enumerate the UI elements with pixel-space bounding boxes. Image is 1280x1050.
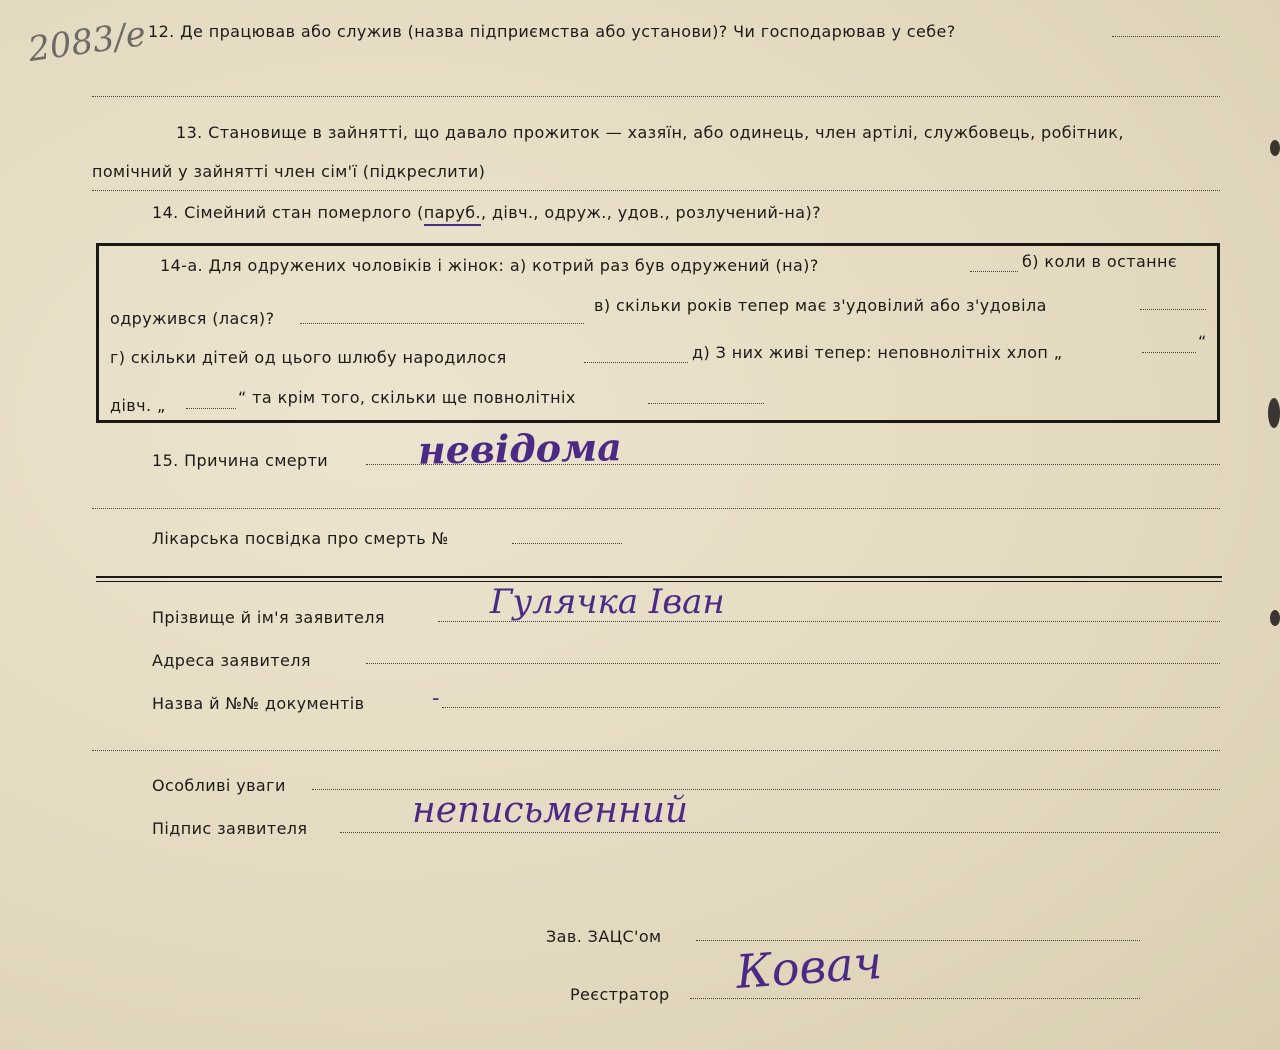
medical-certificate-number-line[interactable] [512,543,622,544]
question-14a-answer-c[interactable] [1140,309,1206,310]
applicant-name-handwritten: Гулячка Іван [490,582,725,622]
question-14a-answer-boys[interactable] [1142,352,1196,353]
question-14a-line-4a: дівч. „ [110,396,166,415]
right-edge-punch-mark-3 [1270,610,1280,626]
question-14a-answer-b[interactable] [300,323,584,324]
applicant-signature-label: Підпис заявителя [152,819,308,838]
question-14a-line-3b: д) З них живі тепер: неповнолітніх хлоп „ [692,343,1063,362]
question-13-answer-line[interactable] [92,190,1220,191]
cause-of-death-handwritten: невідома [417,424,623,473]
medical-certificate-label: Лікарська посвідка про смерть № [152,529,449,548]
question-13-line-1: 13. Становище в зайнятті, що давало прожиток — хазяїн, або одинець, член артілі, службовець, робітник, [176,123,1124,142]
question-12-label: 12. Де працював або служив (назва підприємства або установи)? Чи господарював у себе? [148,22,956,41]
zags-head-label: Зав. ЗАЦС'ом [546,927,662,946]
question-14a-answer-d[interactable] [584,362,688,363]
registrar-label: Реєстратор [570,985,670,1004]
question-13-line-2: помічний у зайнятті член сім'ї (підкреслити) [92,162,486,181]
right-edge-punch-mark-1 [1270,140,1280,156]
registrar-signature-handwritten: Ковач [734,934,884,1000]
documents-line-2[interactable] [92,750,1220,751]
right-edge-punch-mark-2 [1268,398,1280,428]
margin-archive-note: 2083/е [25,13,149,71]
registrar-signature-line[interactable] [690,998,1140,999]
question-14-underlined-option: паруб. [424,203,481,226]
question-12-answer-line-2[interactable] [92,96,1220,97]
documents-label: Назва й №№ документів [152,694,365,713]
applicant-signature-handwritten: неписьменний [412,790,689,831]
applicant-signature-line[interactable] [340,832,1220,833]
applicant-name-label: Прізвище й ім'я заявителя [152,608,385,627]
question-12-answer-line-1[interactable] [1112,36,1220,37]
question-15-answer-line-2[interactable] [92,508,1220,509]
question-14a-line-1a: 14-а. Для одружених чоловіків і жінок: а) котрий раз був одружений (на)? [160,256,819,275]
question-14a-line-2b: в) скільки років тепер має з'удовілий або з'удовіла [594,296,1047,315]
question-14a-answer-a[interactable] [970,271,1018,272]
documents-line[interactable] [442,707,1220,708]
question-14a-answer-girls[interactable] [186,408,236,409]
question-14a-line-1b: б) коли в останнє [1022,252,1178,271]
question-14-prefix: 14. Сімейний стан померлого ( [152,203,424,222]
applicant-address-label: Адреса заявителя [152,651,311,670]
question-14a-answer-adults[interactable] [648,403,764,404]
question-14a-line-3a: г) скільки дітей од цього шлюбу народилося [110,348,507,367]
question-15-label: 15. Причина смерти [152,451,329,470]
question-14-suffix: , дівч., одруж., удов., розлучений-на)? [480,203,822,222]
question-14-label [152,203,821,222]
remarks-label: Особливі уваги [152,776,286,795]
question-14a-line-2a: одружився (лася)? [110,309,275,328]
question-14a-line-4b: “ та крім того, скільки ще повнолітніх [238,388,576,407]
documents-handwritten: - [432,686,440,711]
zags-head-signature-line[interactable] [696,940,1140,941]
section-divider-top [96,576,1222,578]
applicant-address-line[interactable] [366,663,1220,664]
question-14a-line-3c: “ [1198,332,1207,351]
